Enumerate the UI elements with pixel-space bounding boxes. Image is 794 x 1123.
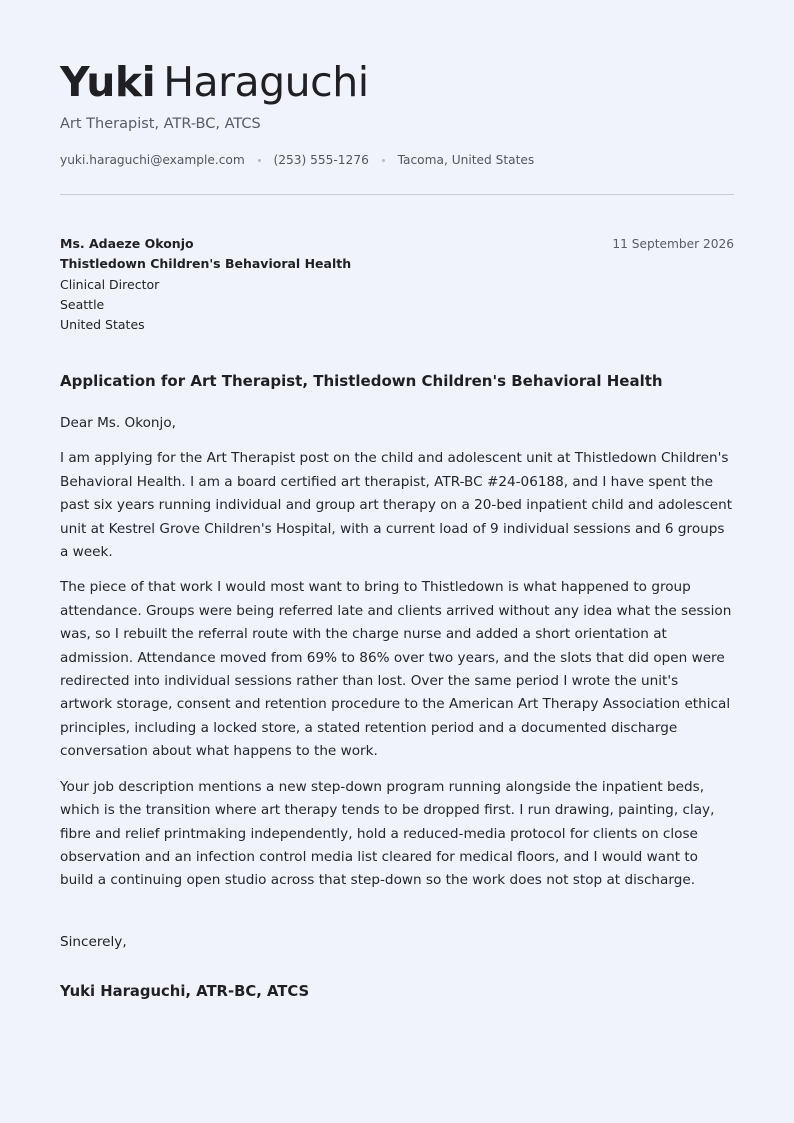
recipient-block	[60, 234, 351, 335]
separator-dot	[382, 159, 385, 162]
header-divider	[60, 194, 734, 195]
contact-line	[60, 151, 534, 169]
letter-subject: Application for Art Therapist, Thistledown Children's Behavioral Health	[60, 372, 663, 390]
body-paragraph: I am applying for the Art Therapist post on the child and adolescent unit at Thistledown Children's Behavioral Health. I am a board certified art therapist, ATR-BC #24-06188, and I have spent the past six years running individual and group art therapy on a 20-bed inpatient child and adolescent unit at Kestrel Grove Children's Hospital, with a current load of 9 individual sessions and 6 groups a week.	[60, 450, 733, 561]
contact-phone: (253) 555-1276	[273, 153, 369, 167]
closing: Sincerely,	[60, 934, 127, 950]
recipient-city: Seattle	[60, 296, 105, 312]
letter-date: 11 September 2026	[612, 237, 734, 251]
contact-email: yuki.haraguchi@example.com	[60, 153, 245, 167]
applicant-first-name: Yuki	[60, 58, 156, 106]
contact-location: Tacoma, United States	[397, 153, 535, 167]
applicant-last-name: Haraguchi	[163, 58, 369, 106]
recipient-name: Ms. Adaeze Okonjo	[60, 236, 194, 251]
applicant-name	[60, 54, 369, 110]
signature: Yuki Haraguchi, ATR-BC, ATCS	[60, 983, 310, 1000]
salutation: Dear Ms. Okonjo,	[60, 415, 176, 431]
body-paragraph: Your job description mentions a new step-down program running alongside the inpatient beds, which is the transition where art therapy tends to be dropped first. I run drawing, painting, clay, fibre and relief printmaking independently, hold a reduced-media protocol for clients on close observation and an infection control media list cleared for medical floors, and I would want to build a continuing open studio across that step-down so the work does not stop at discharge.	[60, 778, 715, 889]
recipient-country: United States	[60, 317, 145, 333]
letter-body	[60, 412, 734, 905]
separator-dot	[258, 159, 261, 162]
applicant-title: Art Therapist, ATR-BC, ATCS	[60, 116, 261, 132]
recipient-organization: Thistledown Children's Behavioral Health	[60, 256, 352, 272]
body-paragraph: The piece of that work I would most want to bring to Thistledown is what happened to group attendance. Groups were being referred late and clients arrived without any idea what the session was, so I rebuilt the referral route with the charge nurse and added a short orientation at admission. Attendance moved from 69% to 86% over two years, and the slots that did open were redirected into individual sessions rather than lost. Over the same period I wrote the unit's artwork storage, consent and retention procedure to the American Art Therapy Association ethical principles, including a locked store, a stated retention period and a documented discharge conversation about what happens to the work.	[60, 579, 732, 760]
recipient-role: Clinical Director	[60, 276, 160, 292]
